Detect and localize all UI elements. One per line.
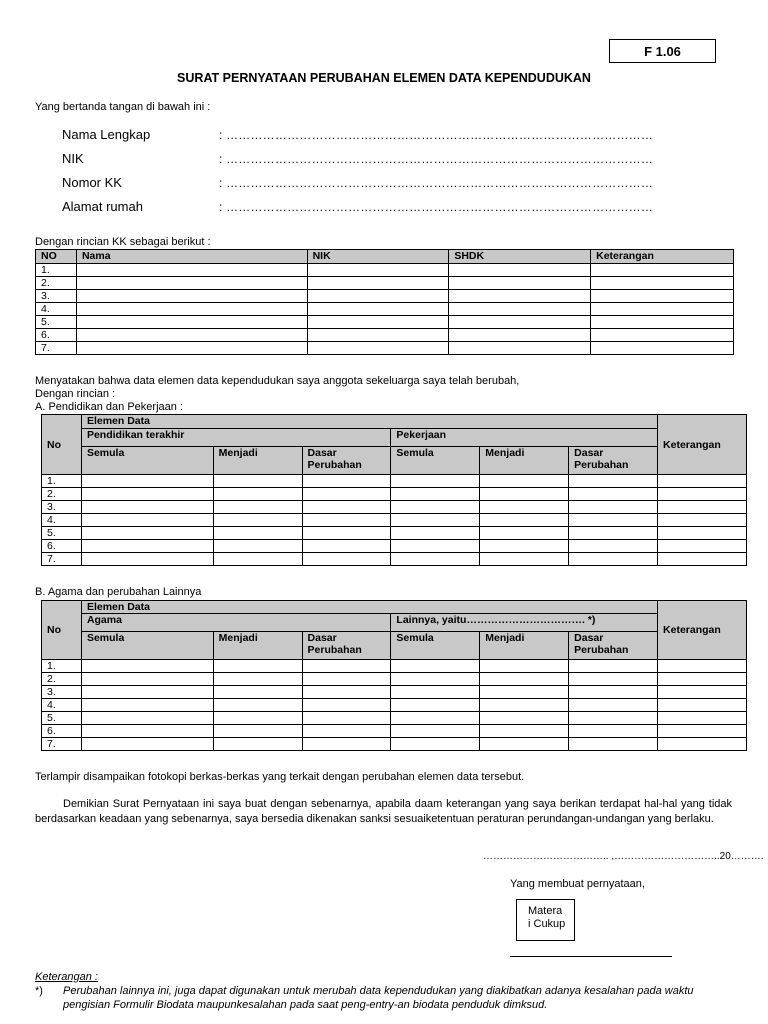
row-number: 2. <box>42 488 82 501</box>
table-b-cell[interactable] <box>569 699 658 712</box>
table-a-sub-semula: Semula <box>81 447 213 475</box>
signer-label: Yang membuat pernyataan, <box>510 878 645 890</box>
kk-cell-shdk[interactable] <box>449 342 591 355</box>
kk-cell-shdk[interactable] <box>449 329 591 342</box>
table-a-cell[interactable] <box>391 540 480 553</box>
table-a-header-keterangan: Keterangan <box>658 415 747 475</box>
kk-cell-nik[interactable] <box>307 342 449 355</box>
table-a-header-pekerjaan: Pekerjaan <box>391 429 658 447</box>
table-a-cell[interactable] <box>480 540 569 553</box>
table-a-cell[interactable] <box>480 488 569 501</box>
table-b-cell[interactable] <box>81 738 213 751</box>
table-b-cell[interactable] <box>569 673 658 686</box>
table-row <box>42 725 747 738</box>
table-b-cell[interactable] <box>658 686 747 699</box>
note-text-2: pengisian Formulir Biodata maupunkesalahan pada saat peng-entry-an biodata penduduk dimksud. <box>63 999 548 1011</box>
table-b-cell[interactable] <box>391 686 480 699</box>
table-b-cell[interactable] <box>302 738 391 751</box>
kk-cell-keterangan[interactable] <box>591 303 734 316</box>
table-a-cell[interactable] <box>81 553 213 566</box>
table-a-cell[interactable] <box>81 475 213 488</box>
table-a-sub-dasar-2: Dasar Perubahan <box>569 447 658 475</box>
table-a-cell[interactable] <box>569 527 658 540</box>
row-number: 5. <box>42 527 82 540</box>
table-a-cell[interactable] <box>213 488 302 501</box>
table-a-cell[interactable] <box>81 514 213 527</box>
table-b-sub-dasar-2: Dasar Perubahan <box>569 632 658 660</box>
table-b-cell[interactable] <box>391 738 480 751</box>
table-a-cell[interactable] <box>391 553 480 566</box>
table-row <box>42 514 747 527</box>
table-a-cell[interactable] <box>569 488 658 501</box>
kk-cell-nama[interactable] <box>76 342 307 355</box>
stamp-line-1: Matera <box>528 905 563 917</box>
closing-paragraph: Demikian Surat Pernyataan ini saya buat dengan sebenarnya, apabila daam keterangan yang saya berikan terdapat hal-hal yang tidak berdasarkan keadaan yang sebenarnya, saya bersedia dikenakan sanksi sesuaiketentuan peraturan perundangan-undangan yang berlaku. <box>35 798 732 825</box>
row-number: 1. <box>42 660 82 673</box>
kk-header-nik: NIK <box>307 250 449 264</box>
table-row <box>42 738 747 751</box>
table-row <box>42 501 747 514</box>
table-a-cell[interactable] <box>213 540 302 553</box>
kk-cell-keterangan[interactable] <box>591 264 734 277</box>
table-a-cell[interactable] <box>658 553 747 566</box>
kk-cell-nama[interactable] <box>76 316 307 329</box>
table-a-cell[interactable] <box>213 501 302 514</box>
table-b-sub-menjadi-2: Menjadi <box>480 632 569 660</box>
table-a-cell[interactable] <box>480 475 569 488</box>
kk-cell-shdk[interactable] <box>449 303 591 316</box>
table-b-cell[interactable] <box>213 699 302 712</box>
table-b-cell[interactable] <box>480 686 569 699</box>
table-b-sub-dasar: Dasar Perubahan <box>302 632 391 660</box>
table-b-header-elemen: Elemen Data <box>81 601 657 614</box>
table-b-cell[interactable] <box>213 712 302 725</box>
kk-header-nama: Nama <box>76 250 307 264</box>
table-b <box>41 600 747 751</box>
kk-cell-nama[interactable] <box>76 303 307 316</box>
kk-cell-keterangan[interactable] <box>591 342 734 355</box>
table-b-header-no: No <box>42 601 82 660</box>
row-number: 7. <box>36 342 77 355</box>
table-a-cell[interactable] <box>302 501 391 514</box>
kk-cell-nik[interactable] <box>307 316 449 329</box>
table-b-cell[interactable] <box>658 738 747 751</box>
table-b-cell[interactable] <box>302 673 391 686</box>
table-b-cell[interactable] <box>213 673 302 686</box>
row-number: 2. <box>36 277 77 290</box>
table-b-cell[interactable] <box>391 673 480 686</box>
table-a-sub-dasar: Dasar Perubahan <box>302 447 391 475</box>
row-number: 5. <box>36 316 77 329</box>
row-number: 4. <box>42 514 82 527</box>
table-b-cell[interactable] <box>302 712 391 725</box>
statement-line-1: Menyatakan bahwa data elemen data kependudukan saya anggota sekeluarga saya telah berubah, <box>35 375 520 387</box>
table-b-cell[interactable] <box>658 673 747 686</box>
row-number: 3. <box>42 501 82 514</box>
table-b-sub-menjadi: Menjadi <box>213 632 302 660</box>
table-b-cell[interactable] <box>391 712 480 725</box>
table-b-cell[interactable] <box>480 725 569 738</box>
table-b-cell[interactable] <box>569 738 658 751</box>
table-b-cell[interactable] <box>81 660 213 673</box>
signature-line <box>510 956 672 957</box>
field-label-alamat: Alamat rumah <box>62 199 143 214</box>
table-a-cell[interactable] <box>81 540 213 553</box>
kk-cell-nik[interactable] <box>307 290 449 303</box>
table-row <box>42 475 747 488</box>
table-a-cell[interactable] <box>569 501 658 514</box>
table-b-cell[interactable] <box>391 699 480 712</box>
table-b-cell[interactable] <box>658 699 747 712</box>
row-number: 6. <box>36 329 77 342</box>
note-text-1: Perubahan lainnya ini, juga dapat digunakan untuk merubah data kependudukan yang diakibatkan adanya kesalahan pada waktu <box>63 985 694 997</box>
section-a-title: A. Pendidikan dan Pekerjaan : <box>35 401 183 413</box>
table-b-cell[interactable] <box>569 686 658 699</box>
table-a-cell[interactable] <box>480 514 569 527</box>
document-title: SURAT PERNYATAAN PERUBAHAN ELEMEN DATA KEPENDUDUKAN <box>177 71 591 85</box>
table-b-cell[interactable] <box>81 725 213 738</box>
kk-cell-nama[interactable] <box>76 290 307 303</box>
table-row <box>36 316 734 329</box>
kk-cell-keterangan[interactable] <box>591 277 734 290</box>
table-a-cell[interactable] <box>302 475 391 488</box>
field-dots-kk: : …………………………………………………………………………………………… <box>219 176 654 190</box>
place-date-line: ……………………………….. ,…………………………..20………. <box>483 851 764 862</box>
kk-cell-nama[interactable] <box>76 264 307 277</box>
row-number: 4. <box>42 699 82 712</box>
table-b-cell[interactable] <box>81 712 213 725</box>
table-b-header-lainnya: Lainnya, yaitu……………………………. *) <box>391 614 658 632</box>
table-a-cell[interactable] <box>480 501 569 514</box>
table-b-cell[interactable] <box>81 686 213 699</box>
table-row <box>42 553 747 566</box>
table-a-cell[interactable] <box>391 527 480 540</box>
row-number: 6. <box>42 540 82 553</box>
table-b-cell[interactable] <box>213 725 302 738</box>
kk-intro: Dengan rincian KK sebagai berikut : <box>35 236 211 248</box>
table-a-cell[interactable] <box>81 501 213 514</box>
row-number: 2. <box>42 673 82 686</box>
field-label-kk: Nomor KK <box>62 175 122 190</box>
table-b-cell[interactable] <box>658 660 747 673</box>
table-a-cell[interactable] <box>658 488 747 501</box>
table-a-cell[interactable] <box>569 553 658 566</box>
row-number: 1. <box>36 264 77 277</box>
row-number: 7. <box>42 553 82 566</box>
table-b-header-keterangan: Keterangan <box>658 601 747 660</box>
table-b-cell[interactable] <box>302 686 391 699</box>
table-b-cell[interactable] <box>302 699 391 712</box>
table-a-sub-menjadi: Menjadi <box>213 447 302 475</box>
table-b-cell[interactable] <box>302 660 391 673</box>
kk-cell-shdk[interactable] <box>449 264 591 277</box>
form-code: F 1.06 <box>609 39 716 63</box>
table-b-cell[interactable] <box>302 725 391 738</box>
row-number: 4. <box>36 303 77 316</box>
kk-cell-shdk[interactable] <box>449 277 591 290</box>
table-a-cell[interactable] <box>302 540 391 553</box>
kk-cell-keterangan[interactable] <box>591 290 734 303</box>
field-dots-alamat: : …………………………………………………………………………………………… <box>219 200 654 214</box>
table-a-cell[interactable] <box>658 475 747 488</box>
table-a-cell[interactable] <box>391 501 480 514</box>
row-number: 3. <box>36 290 77 303</box>
table-row <box>42 527 747 540</box>
table-b-cell[interactable] <box>81 673 213 686</box>
kk-cell-nik[interactable] <box>307 264 449 277</box>
table-b-cell[interactable] <box>569 660 658 673</box>
table-b-cell[interactable] <box>480 712 569 725</box>
table-a-cell[interactable] <box>480 553 569 566</box>
table-b-sub-semula: Semula <box>81 632 213 660</box>
table-a-cell[interactable] <box>569 475 658 488</box>
field-label-nik: NIK <box>62 151 84 166</box>
row-number: 5. <box>42 712 82 725</box>
row-number: 6. <box>42 725 82 738</box>
table-a-cell[interactable] <box>213 475 302 488</box>
note-mark: *) <box>35 985 43 997</box>
kk-cell-shdk[interactable] <box>449 316 591 329</box>
field-dots-nik: : …………………………………………………………………………………………… <box>219 152 654 166</box>
table-row <box>42 712 747 725</box>
table-a-cell[interactable] <box>480 527 569 540</box>
table-row <box>42 673 747 686</box>
table-b-cell[interactable] <box>81 699 213 712</box>
table-a-cell[interactable] <box>302 514 391 527</box>
kk-cell-nik[interactable] <box>307 277 449 290</box>
table-row <box>42 686 747 699</box>
table-a-header-pendidikan: Pendidikan terakhir <box>81 429 390 447</box>
kk-cell-keterangan[interactable] <box>591 329 734 342</box>
table-row <box>42 660 747 673</box>
table-a-cell[interactable] <box>391 488 480 501</box>
section-b-title: B. Agama dan perubahan Lainnya <box>35 586 202 598</box>
intro-text: Yang bertanda tangan di bawah ini : <box>35 101 211 113</box>
table-a-header-elemen: Elemen Data <box>81 415 657 429</box>
table-b-cell[interactable] <box>569 712 658 725</box>
note-title: Keterangan : <box>35 971 98 983</box>
row-number: 7. <box>42 738 82 751</box>
row-number: 3. <box>42 686 82 699</box>
table-a-cell[interactable] <box>658 501 747 514</box>
kk-cell-nik[interactable] <box>307 329 449 342</box>
table-row <box>42 699 747 712</box>
table-b-cell[interactable] <box>213 738 302 751</box>
stamp-box <box>516 899 575 941</box>
kk-cell-nama[interactable] <box>76 329 307 342</box>
statement-line-2: Dengan rincian : <box>35 388 116 400</box>
table-b-cell[interactable] <box>213 686 302 699</box>
table-a-sub-menjadi-2: Menjadi <box>480 447 569 475</box>
table-b-cell[interactable] <box>658 712 747 725</box>
table-a-cell[interactable] <box>569 514 658 527</box>
table-row <box>42 540 747 553</box>
field-label-nama: Nama Lengkap <box>62 127 151 142</box>
table-b-cell[interactable] <box>391 660 480 673</box>
kk-header-shdk: SHDK <box>449 250 591 264</box>
kk-cell-nama[interactable] <box>76 277 307 290</box>
kk-cell-keterangan[interactable] <box>591 316 734 329</box>
attachment-note: Terlampir disampaikan fotokopi berkas-berkas yang terkait dengan perubahan elemen data tersebut. <box>35 771 525 783</box>
table-a <box>41 414 747 566</box>
table-b-sub-semula-2: Semula <box>391 632 480 660</box>
table-b-cell[interactable] <box>480 660 569 673</box>
field-dots-nama: : …………………………………………………………………………………………… <box>219 128 654 142</box>
table-a-cell[interactable] <box>569 540 658 553</box>
table-row <box>42 488 747 501</box>
kk-header-no: NO <box>36 250 77 264</box>
table-row <box>36 277 734 290</box>
table-a-cell[interactable] <box>302 553 391 566</box>
table-b-cell[interactable] <box>658 725 747 738</box>
kk-table <box>35 249 734 355</box>
table-b-header-agama: Agama <box>81 614 390 632</box>
table-a-cell[interactable] <box>213 514 302 527</box>
table-row <box>36 290 734 303</box>
table-a-cell[interactable] <box>213 527 302 540</box>
kk-cell-shdk[interactable] <box>449 290 591 303</box>
table-a-cell[interactable] <box>302 527 391 540</box>
table-row <box>36 264 734 277</box>
table-b-cell[interactable] <box>480 673 569 686</box>
table-a-cell[interactable] <box>391 514 480 527</box>
table-a-cell[interactable] <box>391 475 480 488</box>
table-b-cell[interactable] <box>569 725 658 738</box>
table-a-cell[interactable] <box>81 527 213 540</box>
table-a-cell[interactable] <box>81 488 213 501</box>
table-a-cell[interactable] <box>213 553 302 566</box>
table-b-cell[interactable] <box>480 738 569 751</box>
row-number: 1. <box>42 475 82 488</box>
kk-header-keterangan: Keterangan <box>591 250 734 264</box>
table-a-sub-semula-2: Semula <box>391 447 480 475</box>
table-row <box>36 303 734 316</box>
table-b-cell[interactable] <box>480 699 569 712</box>
stamp-line-2: i Cukup <box>528 918 566 930</box>
table-b-cell[interactable] <box>391 725 480 738</box>
table-row <box>36 329 734 342</box>
table-a-cell[interactable] <box>658 527 747 540</box>
table-a-cell[interactable] <box>658 514 747 527</box>
kk-cell-nik[interactable] <box>307 303 449 316</box>
table-a-cell[interactable] <box>302 488 391 501</box>
table-b-cell[interactable] <box>213 660 302 673</box>
table-a-cell[interactable] <box>658 540 747 553</box>
table-a-header-no: No <box>42 415 82 475</box>
table-row <box>36 342 734 355</box>
